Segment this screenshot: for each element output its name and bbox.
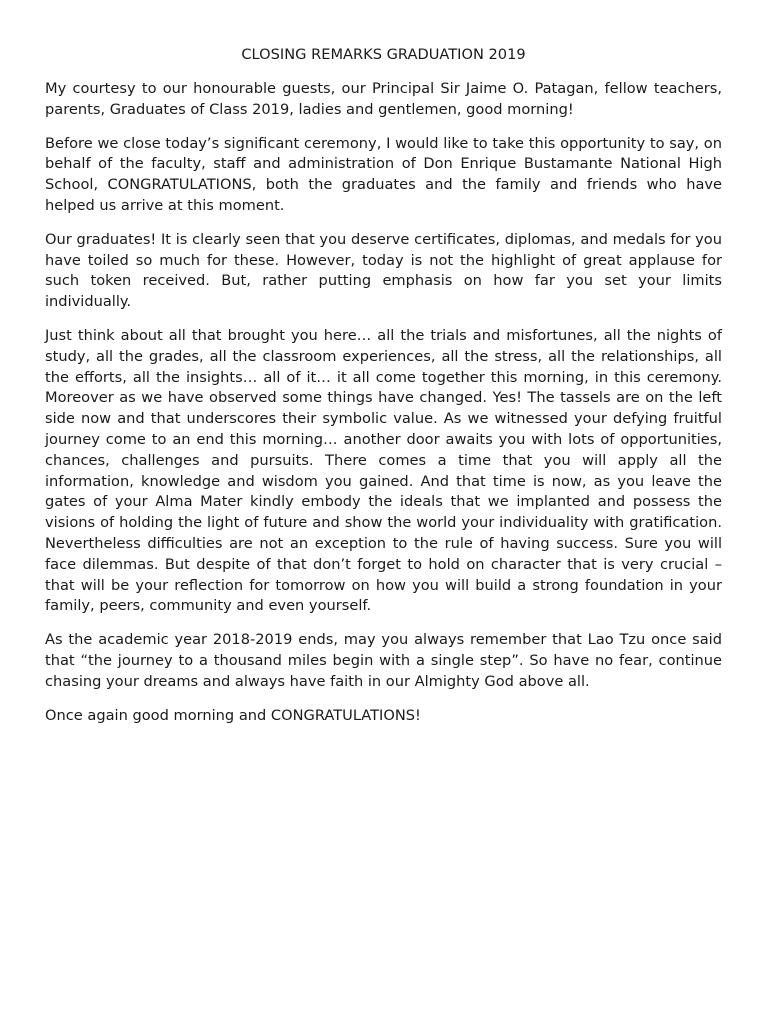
document-page xyxy=(45,44,722,739)
paragraph-congratulations: Before we close today’s significant ceremony, I would like to take this opportunity to say, on behalf of the faculty, staff and administration of Don Enrique Bustamante National High School, CONGRATULATIONS, both the graduates and the family and friends who have helped us arrive at this moment. xyxy=(45,134,722,214)
document-title: CLOSING REMARKS GRADUATION 2019 xyxy=(241,46,526,63)
paragraph-closing: Once again good morning and CONGRATULATIONS! xyxy=(45,706,421,724)
paragraph-academic-year: As the academic year 2018-2019 ends, may you always remember that Lao Tzu once said that “the journey to a thousand miles begin with a single step”. So have no fear, continue chasing your dreams and always have faith in our Almighty God above all. xyxy=(45,631,722,690)
paragraph-greeting: My courtesy to our honourable guests, our Principal Sir Jaime O. Patagan, fellow teachers, parents, Graduates of Class 2019, ladies and gentlemen, good morning! xyxy=(45,80,722,118)
paragraph-journey: Just think about all that brought you here… all the trials and misfortunes, all the nights of study, all the grades, all the classroom experiences, all the stress, all the relationships, all the efforts, all the insights… all of it… it all come together this morning, in this ceremony. Moreover as we have observed some things have changed. Yes! The tassels are on the left side now and that underscores their symbolic value. As we witnessed your defying fruitful journey come to an end this morning… another door awaits you with lots of opportunities, chances, challenges and pursuits. There comes a time that you will apply all the information, knowledge and wisdom you gained. And that time is now, as you leave the gates of your Alma Mater kindly embody the ideals that we implanted and possess the visions of holding the light of future and show the world your individuality with gratification. Nevertheless difficulties are not an exception to the rule of having success. Sure you will face dilemmas. But despite of that don’t forget to hold on character that is very crucial – that will be your reflection for tomorrow on how you will build a strong foundation in your family, peers, community and even yourself. xyxy=(45,326,722,615)
paragraph-graduates: Our graduates! It is clearly seen that you deserve certificates, diplomas, and medals for you have toiled so much for these. However, today is not the highlight of great applause for such token received. But, rather putting emphasis on how far you set your limits individually. xyxy=(45,230,722,311)
